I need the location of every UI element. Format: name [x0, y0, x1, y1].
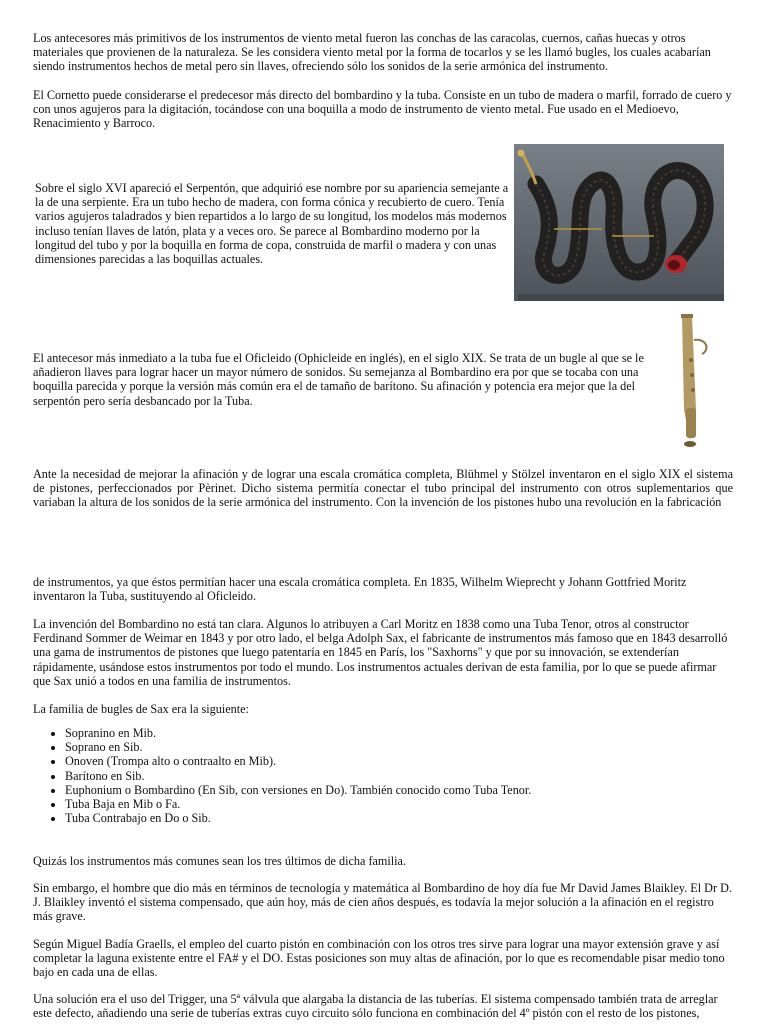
paragraph-blaikley: Sin embargo, el hombre que dio más en términos de tecnología y matemática al Bombardino de hoy día fue Mr David James Blaikley. El Dr D. J. Blaikley inventó el sistema compensado, que aún hoy, más de cien años después, es todavía la mejor solución a la afinación en el registro más grave.: [33, 881, 732, 924]
list-item: • Onoven (Trompa alto o contraalto en Mib).: [65, 754, 725, 768]
serpent-icon: [514, 144, 724, 301]
ophicleide-instrument-photo: [662, 310, 724, 450]
paragraph-familia: La familia de bugles de Sax era la siguiente:: [33, 702, 249, 716]
bugle-family-list: [33, 726, 725, 825]
paragraph-antecesores: Los antecesores más primitivos de los instrumentos de viento metal fueron las conchas de las caracolas, cuernos, cañas huecas y otros materiales que provienen de la naturaleza. Se les considera viento metal por la forma de tocarlos y se les llamó bugles, los cuales acabarían siendo instrumentos hechos de metal pero sin llaves, ofreciendo sólo los sonidos de la serie armónica del instrumento.: [33, 31, 711, 74]
paragraph-cornetto: El Cornetto puede considerarse el predecesor más directo del bombardino y la tuba. Consiste en un tubo de madera o marfil, forrado de cuero y con unos agujeros para la digitación, tocándose con una boquilla a modo de instrumento de viento metal. Fue usado en el Medioevo, Renacimiento y Barroco.: [33, 88, 732, 131]
paragraph-quizas: Quizás los instrumentos más comunes sean los tres últimos de dicha familia.: [33, 854, 407, 868]
ophicleide-icon: [662, 310, 724, 450]
paragraph-bombardino: La invención del Bombardino no está tan clara. Algunos lo atribuyen a Carl Moritz en 1838 como una Tuba Tenor, otros al constructor Ferdinand Sommer de Weimar en 1843 y por otro lado, el belga Adolph Sax, el fabricante de instrumentos más famoso que en 1843 desarrolló una gama de instrumentos de pistones que luego patentaría en 1845 en París, los "Saxhorns" y que por su innovación, se extenderían rápidamente, usándose estos instrumentos por todo el mundo. Los instrumentos actuales derivan de esta familia, por lo que se puede afirmar que Sax unió a todos en una familia de instrumentos.: [33, 617, 728, 688]
list-item: • Barítono en Sib.: [65, 769, 725, 783]
list-item: • Sopranino en Mib.: [65, 726, 725, 740]
list-item: • Tuba Baja en Mib o Fa.: [65, 797, 725, 811]
paragraph-badia: Según Miguel Badía Graells, el empleo del cuarto pistón en combinación con los otros tres sirve para lograr una mayor extensión grave y así completar la laguna existente entre el FA# y el DO. Estas posiciones son muy altas de afinación, por lo que es recomendable pisar medio tono bajo en cada una de ellas.: [33, 937, 725, 980]
paragraph-serpenton: Sobre el siglo XVI apareció el Serpentón, que adquirió ese nombre por su apariencia semejante a la de una serpiente. Era un tubo hecho de madera, con forma cónica y recubierto de cuero. Tenía varios agujeros taladrados y bien repartidos a lo largo de su longitud, los modelos más modernos incluso tenían llaves de latón, plata y a veces oro. Se parece al Bombardino moderno por la longitud del tubo y por la boquilla en forma de copa, construida de marfil o madera y con unas dimensiones parecidas a las boquillas actuales.: [35, 181, 509, 267]
paragraph-oficleido: El antecesor más inmediato a la tuba fue el Oficleido (Ophicleide en inglés), en el siglo XIX. Se trata de un bugle al que se le añadieron llaves para lograr hacer un mayor número de sonidos. Su semejanza al Bombardino era por que se tocaba con una boquilla parecida y porque la versión más común era el de tamaño de barítono. Su afinación y potencia era mejor que la del serpentón pero sería desbancado por la Tuba.: [33, 351, 644, 408]
list-item: • Soprano en Sib.: [65, 740, 725, 754]
serpent-instrument-photo: [514, 144, 724, 301]
list-item: • Tuba Contrabajo en Do o Sib.: [65, 811, 725, 825]
paragraph-pistones: Ante la necesidad de mejorar la afinación y de lograr una escala cromática completa, Blühmel y Stölzel inventaron en el siglo XIX el sistema de pistones, perfeccionados por Pèrinet. Dicho sistema permitía conectar el tubo principal del instrumento con otros suplementarios que variaban la altura de los sonidos de la serie armónica del instrumento. Con la invención de los pistones hubo una revolución en la fabricación: [33, 467, 733, 510]
list-item: • Euphonium o Bombardino (En Sib, con versiones en Do). También conocido como Tuba Tenor.: [65, 783, 725, 797]
paragraph-trigger: Una solución era el uso del Trigger, una 5ª válvula que alargaba la distancia de las tuberías. El sistema compensado también trata de arreglar este defecto, añadiendo una serie de tuberías extras cuyo circuito sólo funciona en combinación del 4º pistón con el resto de los pistones,: [33, 992, 718, 1021]
paragraph-instrumentos: de instrumentos, ya que éstos permitían hacer una escala cromática completa. En 1835, Wilhelm Wieprecht y Johann Gottfried Moritz inventaron la Tuba, sustituyendo al Oficleido.: [33, 575, 687, 604]
